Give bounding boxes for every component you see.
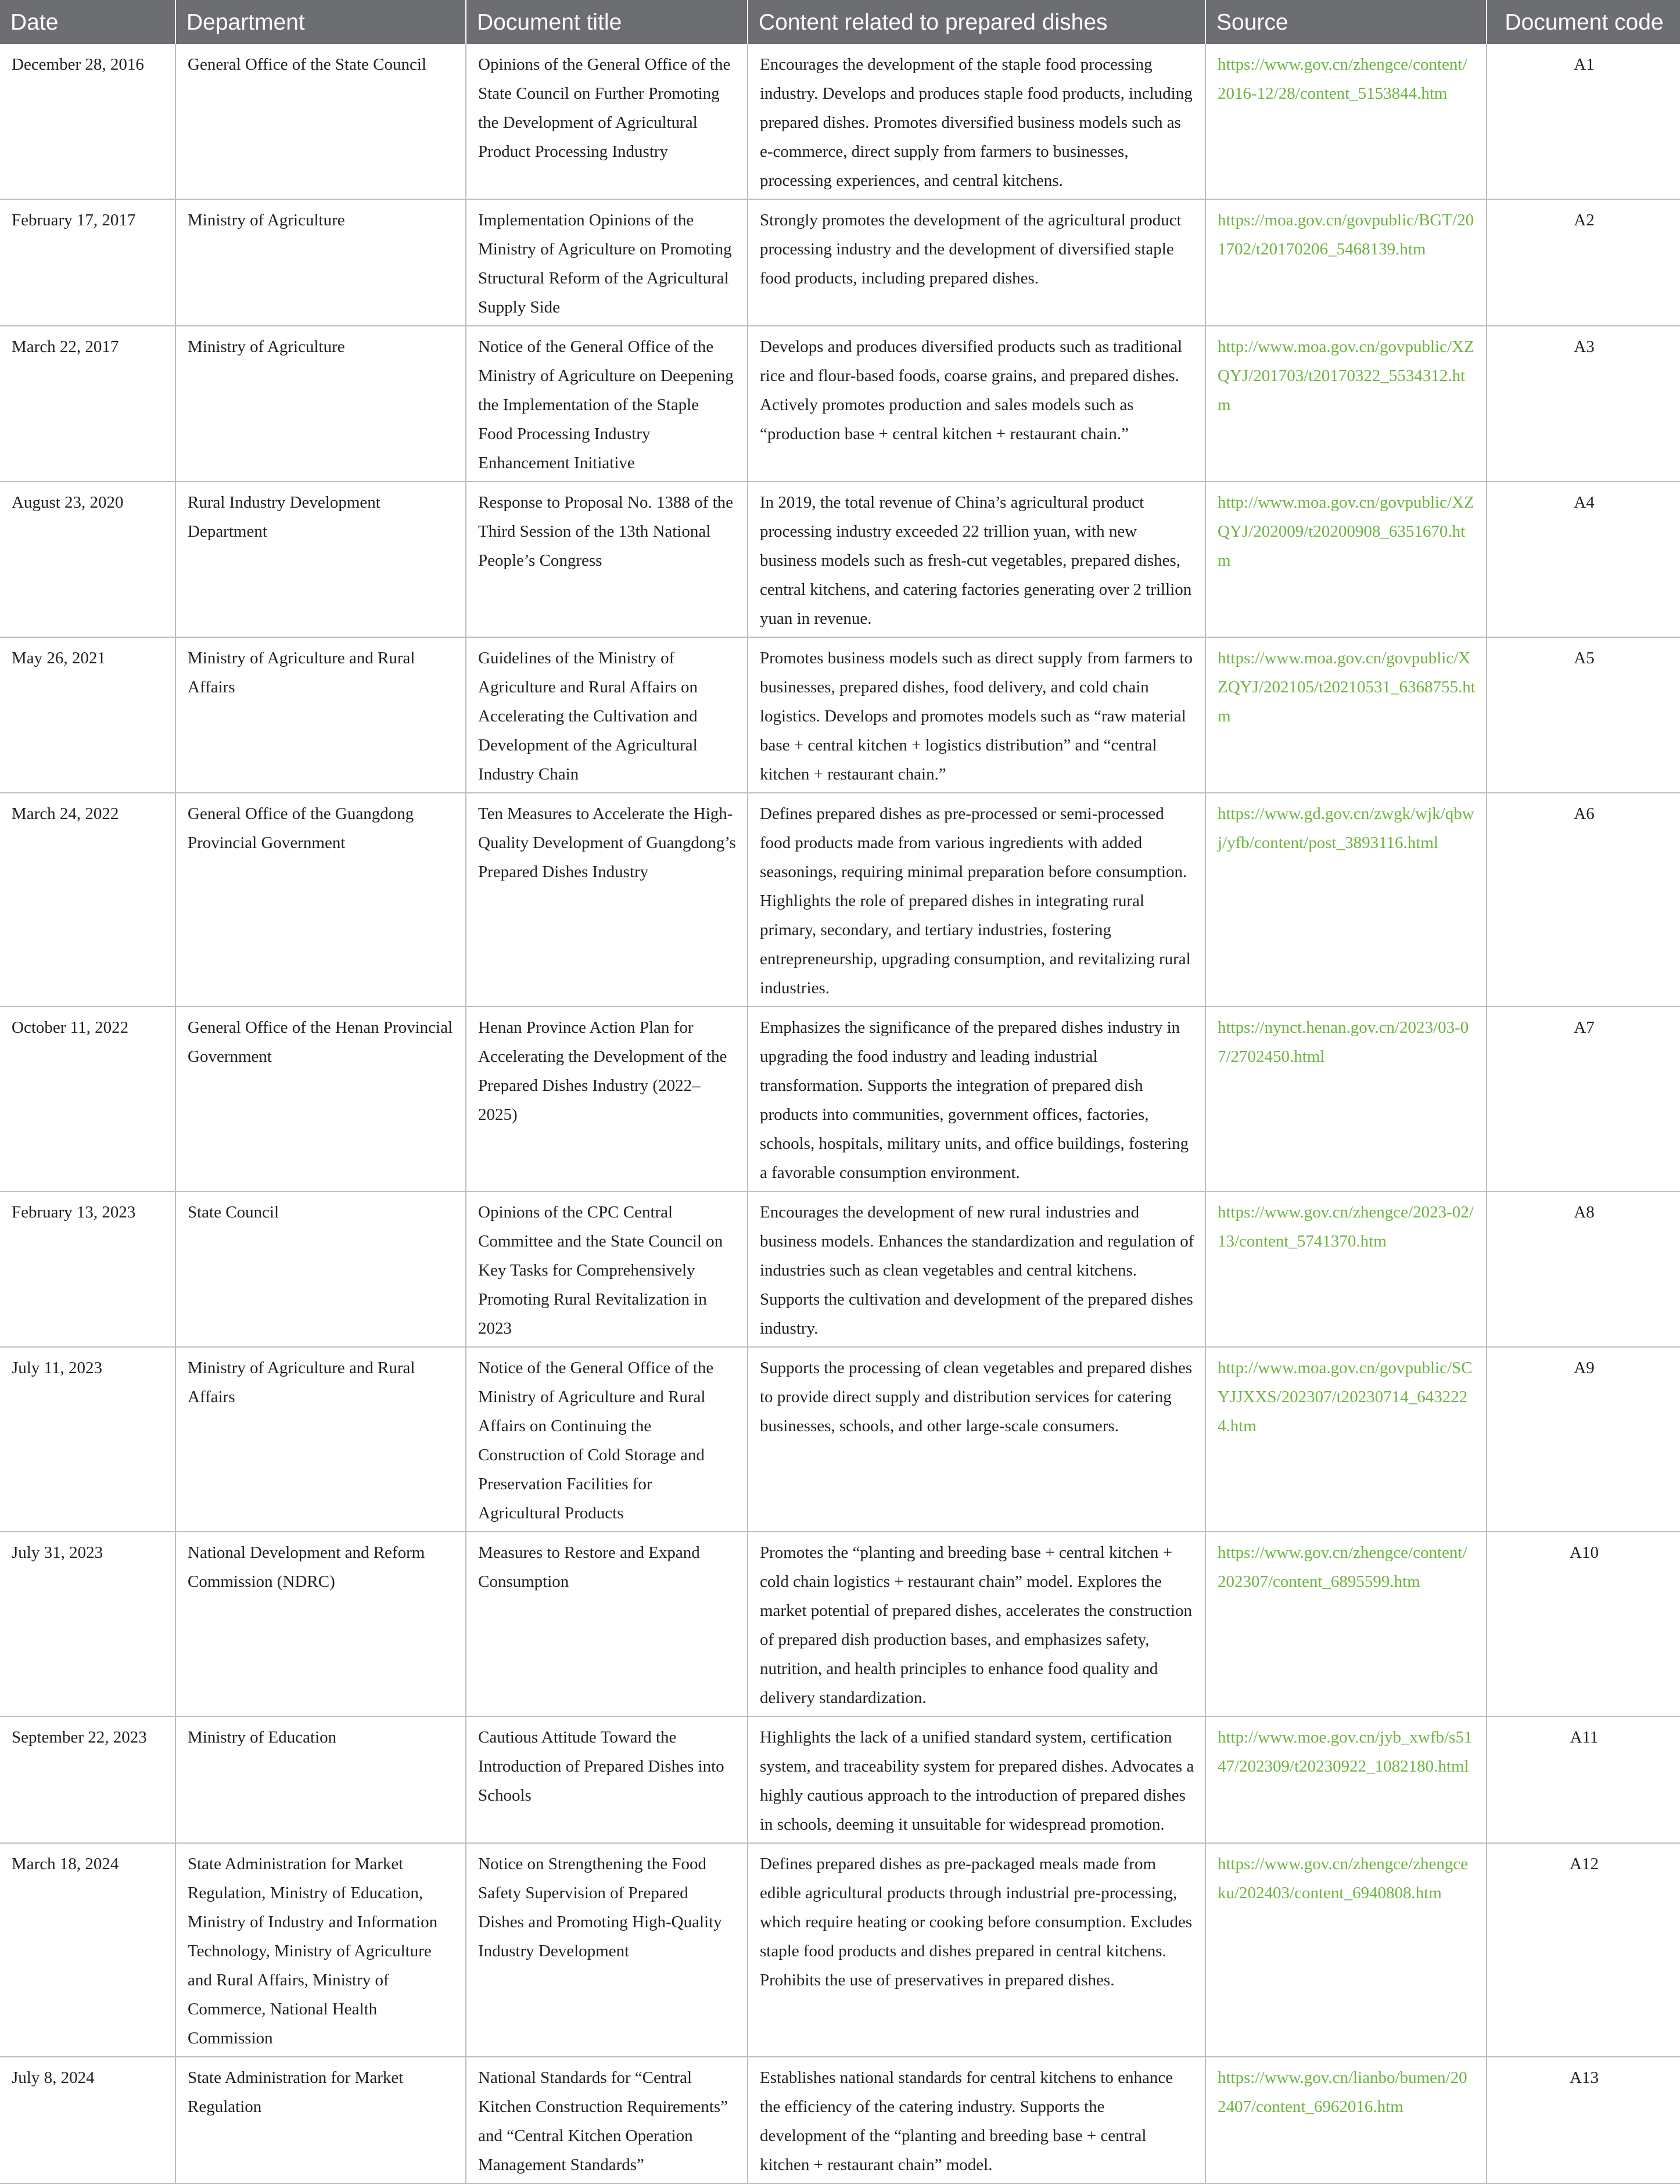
table-row — [0, 1532, 1680, 1716]
source-link[interactable]: https://moa.gov.cn/govpublic/BGT/201702/t20170206_5468139.htm — [1205, 199, 1487, 326]
cell-document-title: Implementation Opinions of the Ministry of Agriculture on Promoting Structural Reform of the Agricultural Supply Side — [466, 199, 748, 326]
cell-content: Highlights the lack of a unified standard system, certification system, and traceability system for prepared dishes. Advocates a highly cautious approach to the introduction of prepared dishes in schools, deeming it unsuitable for widespread promotion. — [748, 1716, 1205, 1843]
cell-content: Promotes the “planting and breeding base + central kitchen + cold chain logistics + restaurant chain” model. Explores the market potential of prepared dishes, accelerates the construction of prepared dish production bases, and emphasizes safety, nutrition, and health principles to enhance food quality and delivery standardization. — [748, 1532, 1205, 1716]
cell-department: General Office of the State Council — [175, 44, 466, 199]
cell-department: General Office of the Guangdong Provincial Government — [175, 793, 466, 1007]
table-row — [0, 199, 1680, 326]
cell-document-title: Notice of the General Office of the Ministry of Agriculture and Rural Affairs on Continuing the Construction of Cold Storage and Preservation Facilities for Agricultural Products — [466, 1347, 748, 1532]
cell-content: Promotes business models such as direct supply from farmers to businesses, prepared dishes, food delivery, and cold chain logistics. Develops and promotes models such as “raw material base + central kitchen + logistics distribution” and “central kitchen + restaurant chain.” — [748, 637, 1205, 793]
cell-document-code: A8 — [1487, 1191, 1680, 1347]
source-link[interactable]: https://www.gd.gov.cn/zwgk/wjk/qbwj/yfb/content/post_3893116.html — [1205, 793, 1487, 1007]
cell-date: February 17, 2017 — [0, 199, 175, 326]
cell-document-code: A10 — [1487, 1532, 1680, 1716]
source-link[interactable]: http://www.moa.gov.cn/govpublic/XZQYJ/202009/t20200908_6351670.htm — [1205, 482, 1487, 637]
cell-department: Ministry of Education — [175, 1716, 466, 1843]
header-department: Department — [175, 0, 466, 44]
cell-department: State Administration for Market Regulation, Ministry of Education, Ministry of Industry and Information Technology, Ministry of Agriculture and Rural Affairs, Ministry of Commerce, National Health Commission — [175, 1843, 466, 2057]
source-link[interactable]: https://www.gov.cn/lianbo/bumen/202407/content_6962016.htm — [1205, 2057, 1487, 2183]
cell-document-title: Cautious Attitude Toward the Introduction of Prepared Dishes into Schools — [466, 1716, 748, 1843]
cell-department: Ministry of Agriculture — [175, 199, 466, 326]
table-row — [0, 482, 1680, 637]
cell-date: February 13, 2023 — [0, 1191, 175, 1347]
table-row — [0, 2057, 1680, 2183]
cell-content: Emphasizes the significance of the prepared dishes industry in upgrading the food industry and leading industrial transformation. Supports the integration of prepared dish products into communities, government offices, factories, schools, hospitals, military units, and office buildings, fostering a favorable consumption environment. — [748, 1007, 1205, 1191]
table-row — [0, 1191, 1680, 1347]
table-row — [0, 1347, 1680, 1532]
table-row — [0, 44, 1680, 199]
cell-content: In 2019, the total revenue of China’s agricultural product processing industry exceeded 22 trillion yuan, with new business models such as fresh-cut vegetables, prepared dishes, central kitchens, and catering factories generating over 2 trillion yuan in revenue. — [748, 482, 1205, 637]
cell-document-code: A2 — [1487, 199, 1680, 326]
source-link[interactable]: https://www.gov.cn/zhengce/content/202307/content_6895599.htm — [1205, 1532, 1487, 1716]
cell-date: September 22, 2023 — [0, 1716, 175, 1843]
cell-document-title: Notice on Strengthening the Food Safety Supervision of Prepared Dishes and Promoting High-Quality Industry Development — [466, 1843, 748, 2057]
cell-content: Encourages the development of new rural industries and business models. Enhances the standardization and regulation of industries such as clean vegetables and central kitchens. Supports the cultivation and development of the prepared dishes industry. — [748, 1191, 1205, 1347]
table-row — [0, 1843, 1680, 2057]
cell-date: July 8, 2024 — [0, 2057, 175, 2183]
header-document-title: Document title — [466, 0, 748, 44]
cell-document-code: A4 — [1487, 482, 1680, 637]
cell-document-title: Notice of the General Office of the Ministry of Agriculture on Deepening the Implementation of the Staple Food Processing Industry Enhancement Initiative — [466, 326, 748, 482]
cell-content: Defines prepared dishes as pre-packaged meals made from edible agricultural products through industrial pre-processing, which require heating or cooking before consumption. Excludes staple food products and dishes prepared in central kitchens. Prohibits the use of preservatives in prepared dishes. — [748, 1843, 1205, 2057]
header-row — [0, 0, 1680, 44]
cell-document-title: Measures to Restore and Expand Consumption — [466, 1532, 748, 1716]
cell-document-code: A12 — [1487, 1843, 1680, 2057]
source-link[interactable]: http://www.moe.gov.cn/jyb_xwfb/s5147/202309/t20230922_1082180.html — [1205, 1716, 1487, 1843]
source-link[interactable]: https://www.gov.cn/zhengce/content/2016-12/28/content_5153844.htm — [1205, 44, 1487, 199]
source-link[interactable]: https://www.moa.gov.cn/govpublic/XZQYJ/202105/t20210531_6368755.htm — [1205, 637, 1487, 793]
cell-document-title: Ten Measures to Accelerate the High-Quality Development of Guangdong’s Prepared Dishes Industry — [466, 793, 748, 1007]
cell-department: State Council — [175, 1191, 466, 1347]
header-content: Content related to prepared dishes — [748, 0, 1205, 44]
header-document-code: Document code — [1487, 0, 1680, 44]
cell-date: March 22, 2017 — [0, 326, 175, 482]
cell-document-title: National Standards for “Central Kitchen Construction Requirements” and “Central Kitchen Operation Management Standards” — [466, 2057, 748, 2183]
cell-department: Ministry of Agriculture and Rural Affairs — [175, 1347, 466, 1532]
table-row — [0, 1007, 1680, 1191]
cell-department: State Administration for Market Regulation — [175, 2057, 466, 2183]
cell-document-code: A11 — [1487, 1716, 1680, 1843]
cell-content: Develops and produces diversified products such as traditional rice and flour-based foods, coarse grains, and prepared dishes. Actively promotes production and sales models such as “production base + central kitchen + restaurant chain.” — [748, 326, 1205, 482]
cell-date: August 23, 2020 — [0, 482, 175, 637]
cell-department: Rural Industry Development Department — [175, 482, 466, 637]
header-source: Source — [1205, 0, 1487, 44]
cell-content: Establishes national standards for central kitchens to enhance the efficiency of the catering industry. Supports the development of the “planting and breeding base + central kitchen + restaurant chain” model. — [748, 2057, 1205, 2183]
source-link[interactable]: https://www.gov.cn/zhengce/2023-02/13/content_5741370.htm — [1205, 1191, 1487, 1347]
cell-date: May 26, 2021 — [0, 637, 175, 793]
table-row — [0, 1716, 1680, 1843]
source-link[interactable]: http://www.moa.gov.cn/govpublic/XZQYJ/201703/t20170322_5534312.htm — [1205, 326, 1487, 482]
cell-document-title: Henan Province Action Plan for Accelerating the Development of the Prepared Dishes Industry (2022–2025) — [466, 1007, 748, 1191]
cell-content: Encourages the development of the staple food processing industry. Develops and produces staple food products, including prepared dishes. Promotes diversified business models such as e-commerce, direct supply from farmers to businesses, processing experiences, and central kitchens. — [748, 44, 1205, 199]
cell-document-code: A1 — [1487, 44, 1680, 199]
cell-content: Defines prepared dishes as pre-processed or semi-processed food products made from various ingredients with added seasonings, requiring minimal preparation before consumption. Highlights the role of prepared dishes in integrating rural primary, secondary, and tertiary industries, fostering entrepreneurship, upgrading consumption, and revitalizing rural industries. — [748, 793, 1205, 1007]
cell-date: March 24, 2022 — [0, 793, 175, 1007]
cell-document-code: A13 — [1487, 2057, 1680, 2183]
cell-date: July 11, 2023 — [0, 1347, 175, 1532]
cell-department: National Development and Reform Commission (NDRC) — [175, 1532, 466, 1716]
cell-content: Strongly promotes the development of the agricultural product processing industry and the development of diversified staple food products, including prepared dishes. — [748, 199, 1205, 326]
cell-department: General Office of the Henan Provincial Government — [175, 1007, 466, 1191]
cell-date: March 18, 2024 — [0, 1843, 175, 2057]
source-link[interactable]: https://nynct.henan.gov.cn/2023/03-07/2702450.html — [1205, 1007, 1487, 1191]
cell-date: July 31, 2023 — [0, 1532, 175, 1716]
cell-document-title: Opinions of the CPC Central Committee and the State Council on Key Tasks for Comprehensively Promoting Rural Revitalization in 2023 — [466, 1191, 748, 1347]
cell-department: Ministry of Agriculture and Rural Affairs — [175, 637, 466, 793]
table-row — [0, 326, 1680, 482]
table-row — [0, 793, 1680, 1007]
cell-document-code: A9 — [1487, 1347, 1680, 1532]
cell-department: Ministry of Agriculture — [175, 326, 466, 482]
cell-document-code: A5 — [1487, 637, 1680, 793]
cell-document-code: A6 — [1487, 793, 1680, 1007]
table-header — [0, 0, 1680, 44]
cell-document-code: A3 — [1487, 326, 1680, 482]
table-body — [0, 44, 1680, 2183]
header-date: Date — [0, 0, 175, 44]
source-link[interactable]: http://www.moa.gov.cn/govpublic/SCYJJXXS/202307/t20230714_6432224.htm — [1205, 1347, 1487, 1532]
cell-date: October 11, 2022 — [0, 1007, 175, 1191]
cell-document-code: A7 — [1487, 1007, 1680, 1191]
cell-content: Supports the processing of clean vegetables and prepared dishes to provide direct supply and distribution services for catering businesses, schools, and other large-scale consumers. — [748, 1347, 1205, 1532]
cell-date: December 28, 2016 — [0, 44, 175, 199]
cell-document-title: Opinions of the General Office of the State Council on Further Promoting the Development of Agricultural Product Processing Industry — [466, 44, 748, 199]
cell-document-title: Response to Proposal No. 1388 of the Third Session of the 13th National People’s Congress — [466, 482, 748, 637]
cell-document-title: Guidelines of the Ministry of Agriculture and Rural Affairs on Accelerating the Cultivation and Development of the Agricultural Industry Chain — [466, 637, 748, 793]
table-row — [0, 637, 1680, 793]
source-link[interactable]: https://www.gov.cn/zhengce/zhengceku/202403/content_6940808.htm — [1205, 1843, 1487, 2057]
